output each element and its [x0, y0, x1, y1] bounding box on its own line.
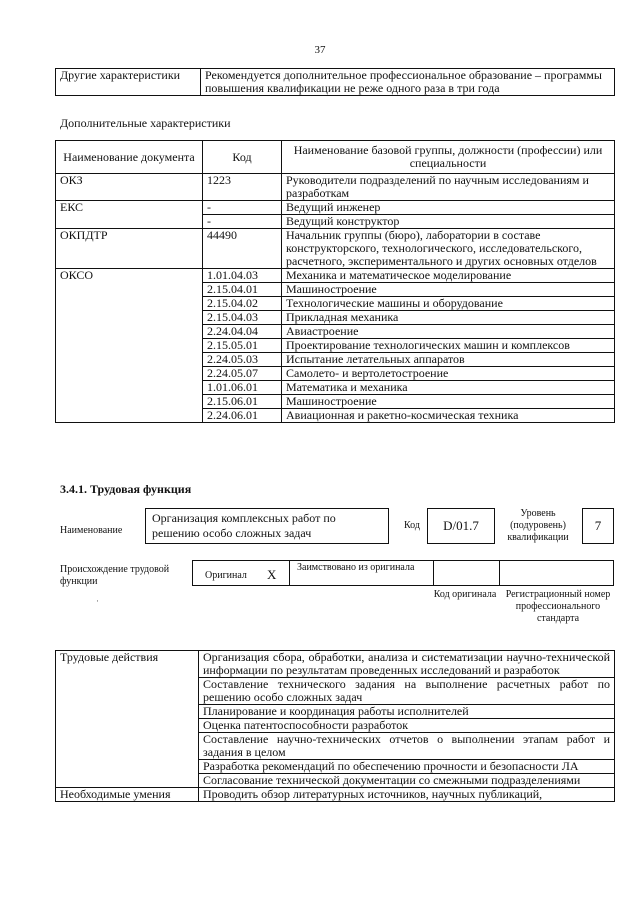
- labor-actions-body: [56, 651, 615, 802]
- additional-characteristics-table: [55, 140, 615, 423]
- labor-action-item: Планирование и координация работы исполнителей: [199, 705, 615, 719]
- name-label: Наименование: [60, 525, 123, 536]
- name-cell: Механика и математическое моделирование: [282, 269, 615, 283]
- code-cell: 44490: [203, 229, 282, 269]
- document-cell: ОКЗ: [56, 174, 203, 201]
- origin-label: Происхождение трудовой функции: [60, 564, 170, 587]
- name-cell: Машиностроение: [282, 283, 615, 297]
- code-cell: 2.24.05.07: [203, 367, 282, 381]
- additional-characteristics-title: Дополнительные характеристики: [60, 116, 231, 130]
- code-cell: 2.24.05.03: [203, 353, 282, 367]
- other-characteristics-table: [55, 68, 615, 96]
- name-cell: Математика и механика: [282, 381, 615, 395]
- labor-action-item: Организация сбора, обработки, анализа и систематизации научно-технической информации по результатам проведенных исследований и разработок: [199, 651, 615, 678]
- table-row: [56, 174, 615, 201]
- code-cell: 1.01.06.01: [203, 381, 282, 395]
- header-name: Наименование базовой группы, должности (профессии) или специальности: [282, 141, 615, 174]
- document-cell: ОКСО: [56, 269, 203, 423]
- function-name-box: Организация комплексных работ по решению особо сложных задач: [145, 508, 389, 544]
- document-cell: ОКПДТР: [56, 229, 203, 269]
- header-document: Наименование документа: [56, 141, 203, 174]
- document-cell: ЕКС: [56, 201, 203, 229]
- origin-row: [192, 560, 614, 586]
- code-label: Код: [404, 520, 420, 531]
- name-cell: Технологические машины и оборудование: [282, 297, 615, 311]
- skills-label: Необходимые умения: [56, 788, 199, 802]
- code-cell: -: [203, 201, 282, 215]
- code-cell: -: [203, 215, 282, 229]
- origin-divider-3: [499, 561, 500, 585]
- code-cell: 2.15.04.03: [203, 311, 282, 325]
- code-cell: 2.15.05.01: [203, 339, 282, 353]
- other-characteristics-value: Рекомендуется дополнительное профессиональное образование – программы повышения квалификации не реже одного раза в три года: [201, 69, 615, 96]
- labor-action-item: Согласование технической документации со смежными подразделениями: [199, 774, 615, 788]
- table-row: [56, 269, 615, 283]
- name-cell: Ведущий инженер: [282, 201, 615, 215]
- name-cell: Самолето- и вертолетостроение: [282, 367, 615, 381]
- code-original-label: Код оригинала: [433, 589, 497, 600]
- code-cell: 2.15.04.02: [203, 297, 282, 311]
- origin-divider-1: [289, 561, 290, 585]
- code-cell: 2.15.04.01: [203, 283, 282, 297]
- code-cell: 1.01.04.03: [203, 269, 282, 283]
- name-cell: Машиностроение: [282, 395, 615, 409]
- labor-actions-label: Трудовые действия: [56, 651, 199, 788]
- header-code: Код: [203, 141, 282, 174]
- labor-action-item: Составление научно-технических отчетов о выполнении этапам работ и задания в целом: [199, 733, 615, 760]
- name-cell: Прикладная механика: [282, 311, 615, 325]
- original-mark: X: [267, 567, 277, 582]
- code-cell: 2.24.06.01: [203, 409, 282, 423]
- name-cell: Испытание летательных аппаратов: [282, 353, 615, 367]
- code-cell: 2.15.06.01: [203, 395, 282, 409]
- labor-action-item: Оценка патентоспособности разработок: [199, 719, 615, 733]
- code-cell: 2.24.04.04: [203, 325, 282, 339]
- name-cell: Проектирование технологических машин и комплексов: [282, 339, 615, 353]
- name-cell: Начальник группы (бюро), лаборатории в составе конструкторского, технологического, исследовательского, расчетного, экспериментального и других основных отделов: [282, 229, 615, 269]
- borrowed-label: Заимствовано из оригинала: [297, 562, 415, 573]
- name-cell: Авиастроение: [282, 325, 615, 339]
- section-heading: 3.4.1. Трудовая функция: [60, 482, 192, 496]
- stray-mark: ·: [96, 596, 99, 606]
- skills-item: Проводить обзор литературных источников, научных публикаций,: [199, 788, 615, 802]
- level-label: Уровень (подуровень) квалификации: [507, 508, 569, 543]
- additional-table-body: [56, 174, 615, 423]
- table-row: [56, 651, 615, 678]
- labor-action-item: Разработка рекомендаций по обеспечению прочности и безопасности ЛА: [199, 760, 615, 774]
- other-characteristics-label: Другие характеристики: [56, 69, 201, 96]
- reg-number-label: Регистрационный номер профессионального стандарта: [505, 589, 611, 624]
- origin-divider-2: [433, 561, 434, 585]
- table-row: [56, 229, 615, 269]
- name-cell: Ведущий конструктор: [282, 215, 615, 229]
- code-cell: 1223: [203, 174, 282, 201]
- name-cell: Авиационная и ракетно-космическая техника: [282, 409, 615, 423]
- page-number: 37: [314, 44, 326, 56]
- level-value-box: 7: [582, 508, 614, 544]
- function-code-box: D/01.7: [427, 508, 495, 544]
- labor-action-item: Составление технического задания на выполнение расчетных работ по решению особо сложных задач: [199, 678, 615, 705]
- table-row: [56, 201, 615, 215]
- name-cell: Руководители подразделений по научным исследованиям и разработкам: [282, 174, 615, 201]
- labor-actions-table: [55, 650, 615, 802]
- table-row: [56, 788, 615, 802]
- original-label: Оригинал: [205, 570, 247, 581]
